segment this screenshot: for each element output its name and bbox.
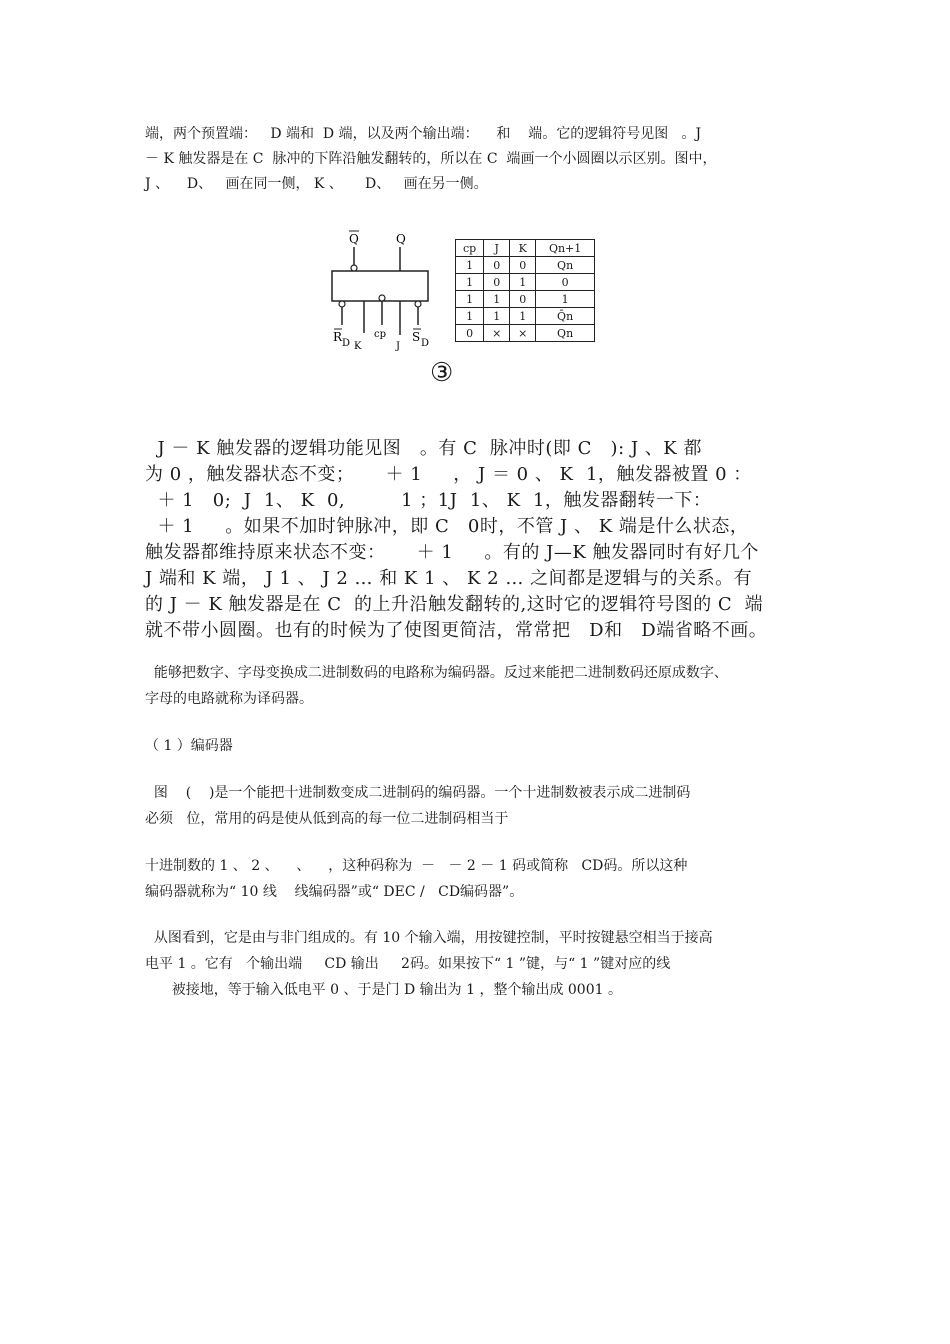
table-cell: 0 bbox=[510, 291, 536, 308]
label-k: K bbox=[354, 341, 362, 352]
table-cell: 1 bbox=[484, 291, 510, 308]
label-j: J bbox=[396, 341, 401, 352]
para2-line7: 的 J － K 触发器是在 C 的上升沿触发翻转的,这时它的逻辑符号图的 C 端 bbox=[145, 594, 764, 615]
table-row bbox=[456, 325, 595, 342]
table-cell: 1 bbox=[510, 308, 536, 325]
table-row bbox=[456, 308, 595, 325]
label-rd: R bbox=[333, 330, 343, 344]
label-cp: cp bbox=[374, 329, 387, 340]
para6-line1: 从图看到，它是由与非门组成的。有 10 个输入端，用按键控制，平时按键悬空相当于接高 bbox=[145, 930, 713, 946]
para1-line3: J 、 D、 画在同一侧， K 、 D、 画在另一侧。 bbox=[145, 176, 488, 192]
para3-line1: 能够把数字、字母变换成二进制数码的电路称为编码器。反过来能把二进制数码还原成数字、 bbox=[145, 665, 728, 681]
para6-line3: 被接地，等于输入低电平 0 、于是门 D 输出为 1 ，整个输出成 0001 。 bbox=[145, 982, 622, 998]
para3-line2: 字母的电路就称为译码器。 bbox=[145, 691, 313, 707]
table-row bbox=[456, 257, 595, 274]
table-cell: 0 bbox=[484, 274, 510, 291]
table-cell: 1 bbox=[456, 308, 484, 325]
label-q: Q bbox=[396, 232, 406, 246]
para5-line1: 十进制数的 1 、 2 、 、 ，这种码称为 － － 2 － 1 码或简称 CD码。所以这种 bbox=[145, 858, 688, 874]
label-q-bar: Q bbox=[349, 232, 359, 246]
para2-line1: J － K 触发器的逻辑功能见图 。有 C 脉冲时(即 C ): J 、K 都 bbox=[145, 438, 702, 459]
para2-line2: 为 0 ，触发器状态不变； ＋ 1 ， J ＝ 0 、 K 1，触发器被置 0 ： bbox=[145, 464, 752, 485]
para4-line1: 图 ( )是一个能把十进制数变成二进制码的编码器。一个十进制数被表示成二进制码 bbox=[145, 785, 691, 801]
table-cell: 1 bbox=[456, 274, 484, 291]
para6-line2: 电平 1 。它有 个输出端 CD 输出 2码。如果按下“ 1 ”键，与“ 1 ”键对应的线 bbox=[145, 956, 671, 972]
table-row bbox=[456, 274, 595, 291]
para4-line2: 必须 位，常用的码是使从低到高的每一位二进制码相当于 bbox=[145, 811, 509, 827]
para2-line4: ＋ 1 。如果不加时钟脉冲，即 C 0时，不管 J 、 K 端是什么状态， bbox=[145, 516, 749, 537]
para5-line2: 编码器就称为“ 10 线 线编码器”或“ DEC / CD编码器”。 bbox=[145, 884, 524, 900]
table-cell: × bbox=[510, 325, 536, 342]
truth-table-header bbox=[456, 240, 595, 257]
table-cell: 1 bbox=[536, 291, 595, 308]
heading-encoder: （ 1 ）编码器 bbox=[145, 738, 233, 754]
figure-number: ③ bbox=[430, 358, 454, 388]
para2-line5: 触发器都维持原来状态不变： ＋ 1 。有的 J—K 触发器同时有好几个 bbox=[145, 542, 759, 563]
header-qn1: Qn+1 bbox=[536, 240, 595, 257]
table-cell: 0 bbox=[456, 325, 484, 342]
para2-line8: 就不带小圆圈。也有的时候为了使图更简洁，常常把 D和 D端省略不画。 bbox=[145, 620, 768, 641]
para2-line6: J 端和 K 端， J 1 、 J 2 … 和 K 1 、 K 2 … 之间都是逻辑与的关系。有 bbox=[145, 568, 753, 589]
table-cell: 1 bbox=[484, 308, 510, 325]
table-cell: Qn bbox=[536, 257, 595, 274]
header-k: K bbox=[510, 240, 536, 257]
table-cell: 1 bbox=[510, 274, 536, 291]
table-cell: 0 bbox=[536, 274, 595, 291]
table-cell: 0 bbox=[510, 257, 536, 274]
table-row bbox=[456, 291, 595, 308]
table-cell: Q̄n bbox=[536, 308, 595, 325]
table-cell: 1 bbox=[456, 291, 484, 308]
header-cp: cp bbox=[456, 240, 484, 257]
table-cell: × bbox=[484, 325, 510, 342]
table-cell: 1 bbox=[456, 257, 484, 274]
table-cell: 0 bbox=[484, 257, 510, 274]
jk-flipflop-symbol bbox=[320, 225, 460, 365]
label-sd: S bbox=[412, 330, 421, 344]
para2-line3: ＋ 1 0; J 1、 K 0, 1 ；1J 1、 K 1，触发器翻转一下： bbox=[145, 490, 712, 511]
table-cell: Qn bbox=[536, 325, 595, 342]
label-rd-sub: D bbox=[342, 338, 351, 349]
label-sd-sub: D bbox=[421, 338, 430, 349]
truth-table bbox=[455, 239, 595, 342]
para1-line2: － K 触发器是在 C 脉冲的下阵沿触发翻转的，所以在 C 端画一个小圆圈以示区别。图中， bbox=[145, 151, 717, 167]
header-j: J bbox=[484, 240, 510, 257]
jk-figure bbox=[320, 225, 595, 400]
para1-line1: 端，两个预置端： D 端和 D 端，以及两个输出端： 和 端。它的逻辑符号见图 。J bbox=[145, 126, 702, 142]
